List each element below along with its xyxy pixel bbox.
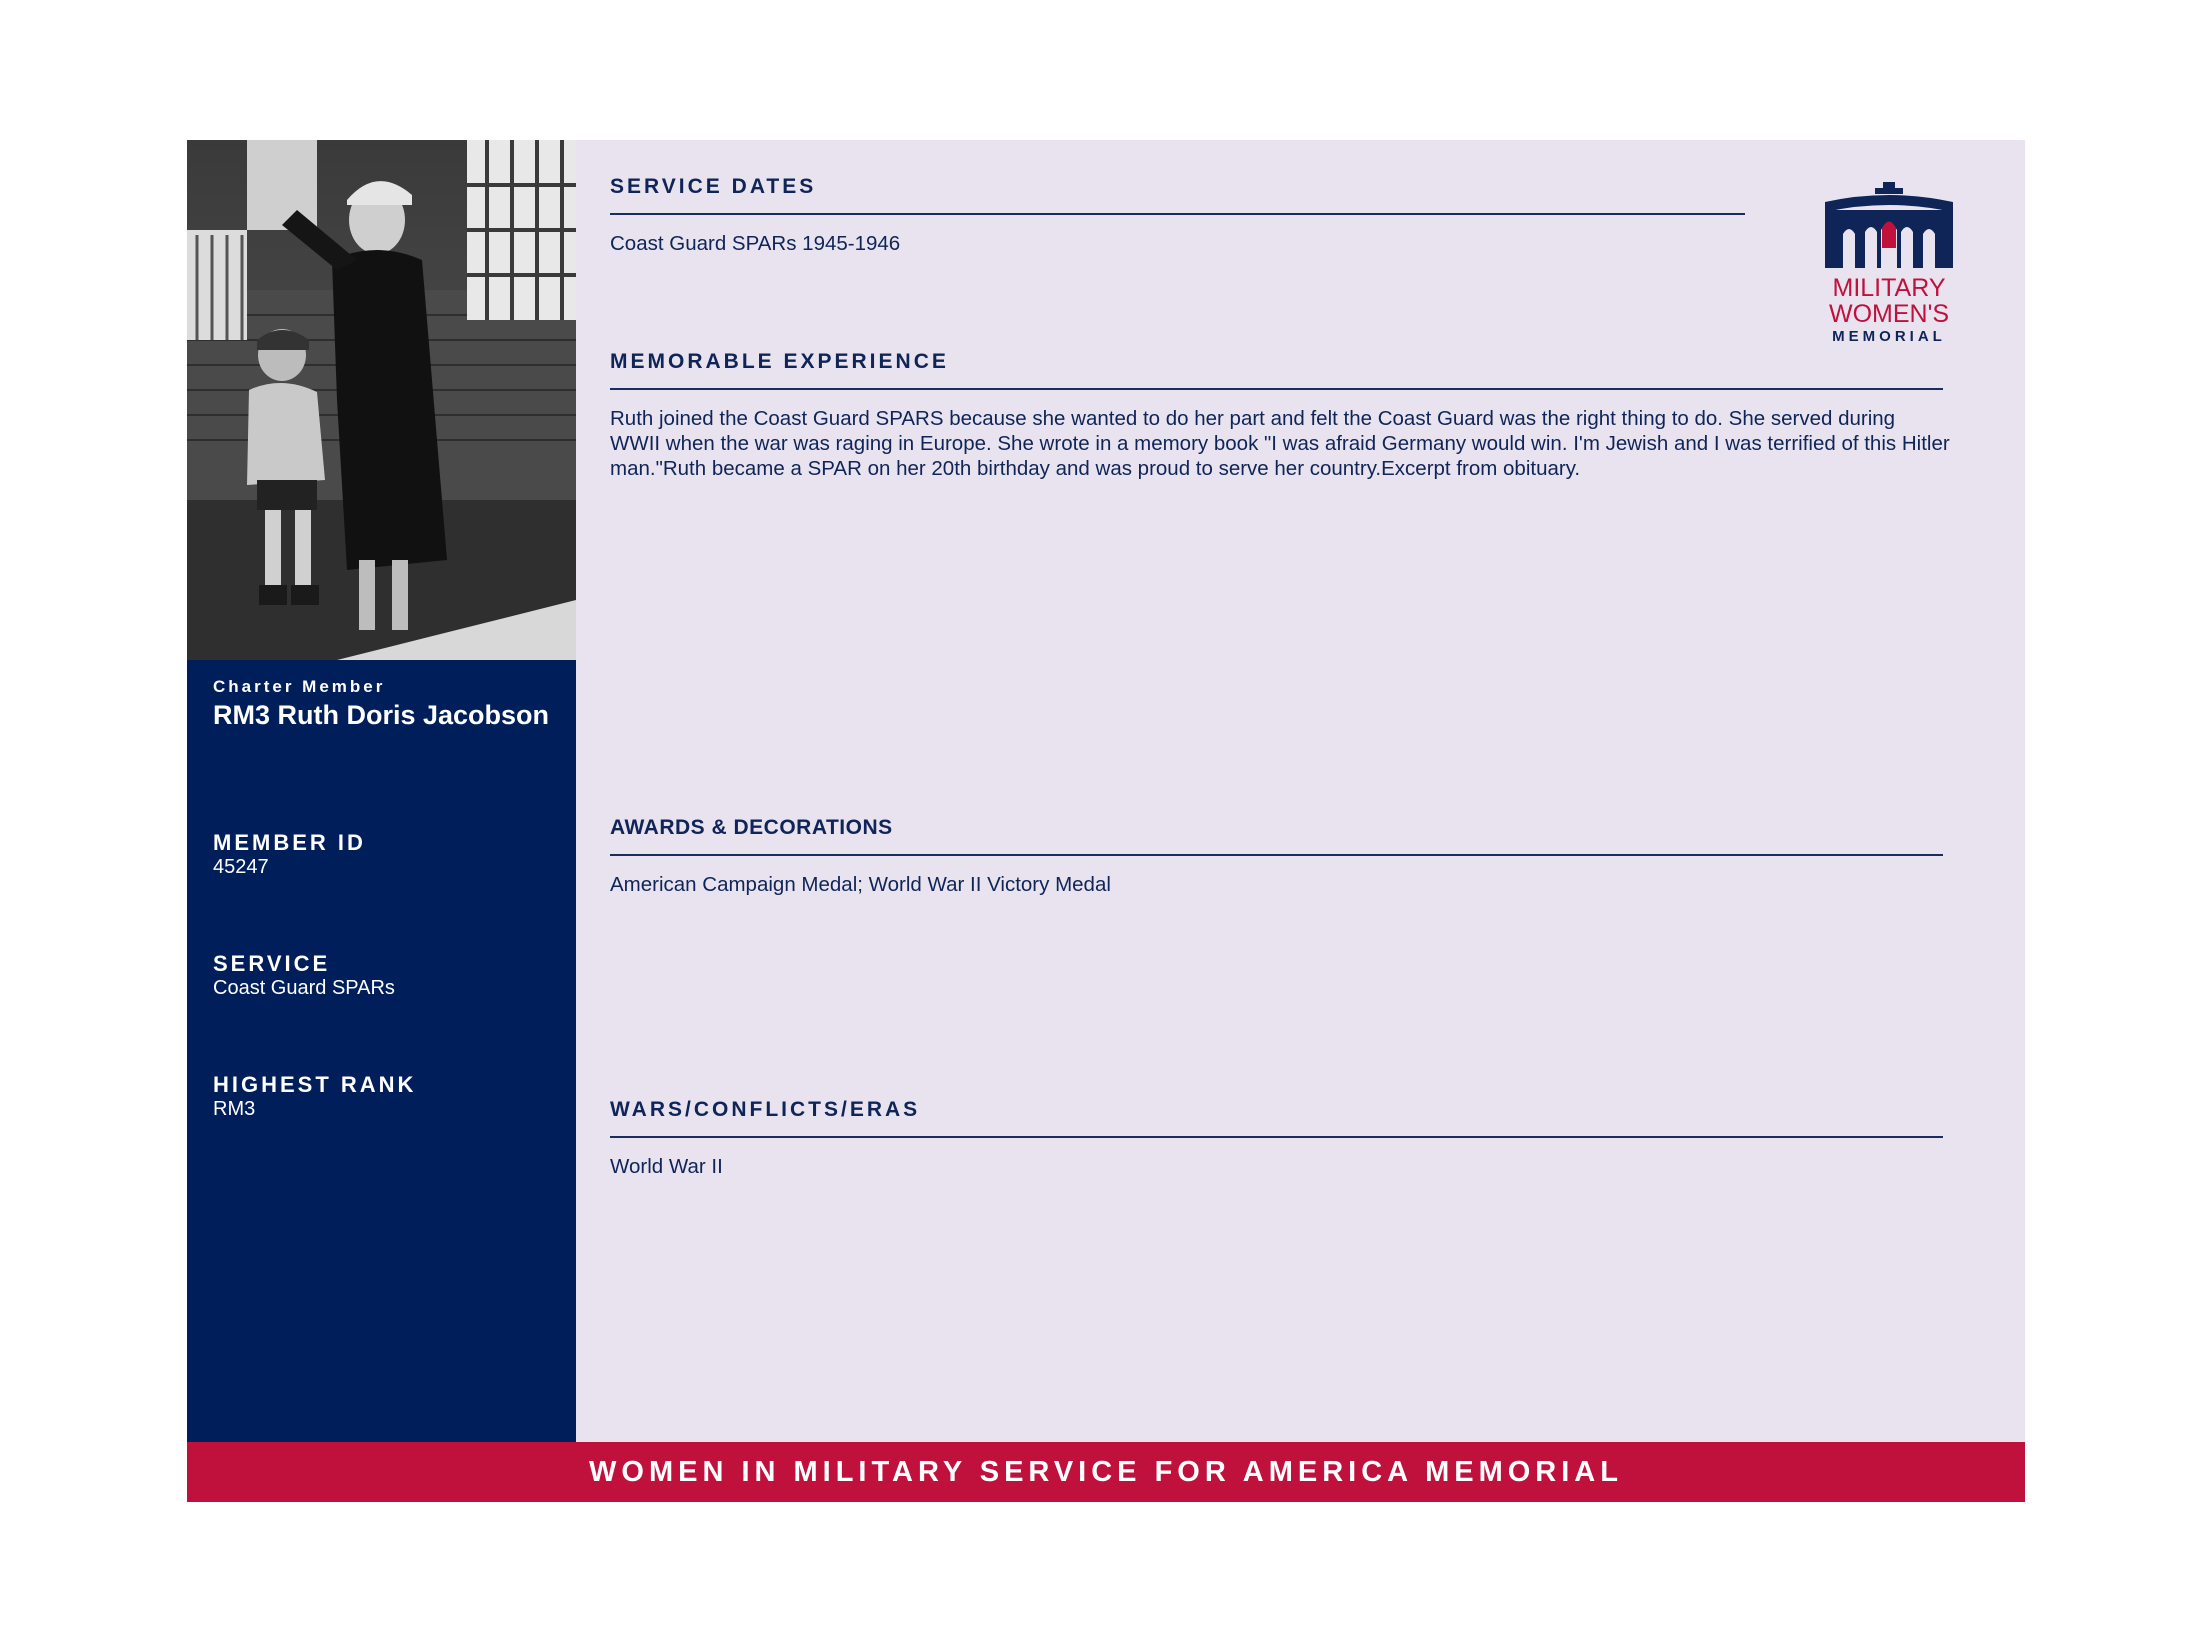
highest-rank-label: HIGHEST RANK	[213, 1072, 417, 1097]
awards-body: American Campaign Medal; World War II Victory Medal	[610, 873, 1111, 896]
memorial-gate-icon	[1819, 182, 1959, 272]
member-id-label: MEMBER ID	[213, 830, 366, 855]
highest-rank-value: RM3	[213, 1098, 256, 1120]
footer-text: WOMEN IN MILITARY SERVICE FOR AMERICA MEMORIAL	[589, 1455, 1623, 1488]
member-sidebar	[187, 140, 576, 1442]
wars-title: WARS/CONFLICTS/ERAS	[610, 1098, 921, 1121]
member-photo	[187, 140, 576, 660]
memorable-experience-rule	[610, 388, 1943, 390]
military-womens-memorial-logo	[1819, 182, 1959, 352]
member-card	[187, 140, 2025, 1502]
logo-wordmark	[1819, 275, 1959, 327]
details-panel	[576, 140, 2025, 1442]
memorable-experience-title: MEMORABLE EXPERIENCE	[610, 350, 949, 373]
service-dates-title: SERVICE DATES	[610, 175, 817, 198]
wars-rule	[610, 1136, 1943, 1138]
member-id-value: 45247	[213, 856, 269, 878]
service-dates-body: Coast Guard SPARs 1945-1946	[610, 232, 901, 255]
awards-title: AWARDS & DECORATIONS	[610, 816, 893, 839]
awards-rule	[610, 854, 1943, 856]
logo-line-memorial: MEMORIAL	[1832, 328, 1946, 345]
logo-line-military: MILITARY	[1832, 274, 1946, 302]
memorable-experience-body: Ruth joined the Coast Guard SPARS because she wanted to do her part and felt the Coast Guard was the right thing to do. She served during WWII when the war was raging in Europe. She wrote in a memory book "I was afraid Germany would win. I'm Jewish and I was terrified of this Hitler man."Ruth became a SPAR on her 20th birthday and was proud to serve her country.Excerpt from obituary.	[610, 407, 1950, 480]
member-name: RM3 Ruth Doris Jacobson	[213, 700, 550, 730]
logo-line-womens: WOMEN'S	[1828, 300, 1950, 328]
service-dates-rule	[610, 213, 1745, 215]
service-label: SERVICE	[213, 951, 331, 976]
service-value: Coast Guard SPARs	[213, 977, 395, 999]
charter-member-label: Charter Member	[213, 677, 386, 696]
wars-body: World War II	[610, 1155, 723, 1178]
footer-banner	[187, 1442, 2025, 1502]
